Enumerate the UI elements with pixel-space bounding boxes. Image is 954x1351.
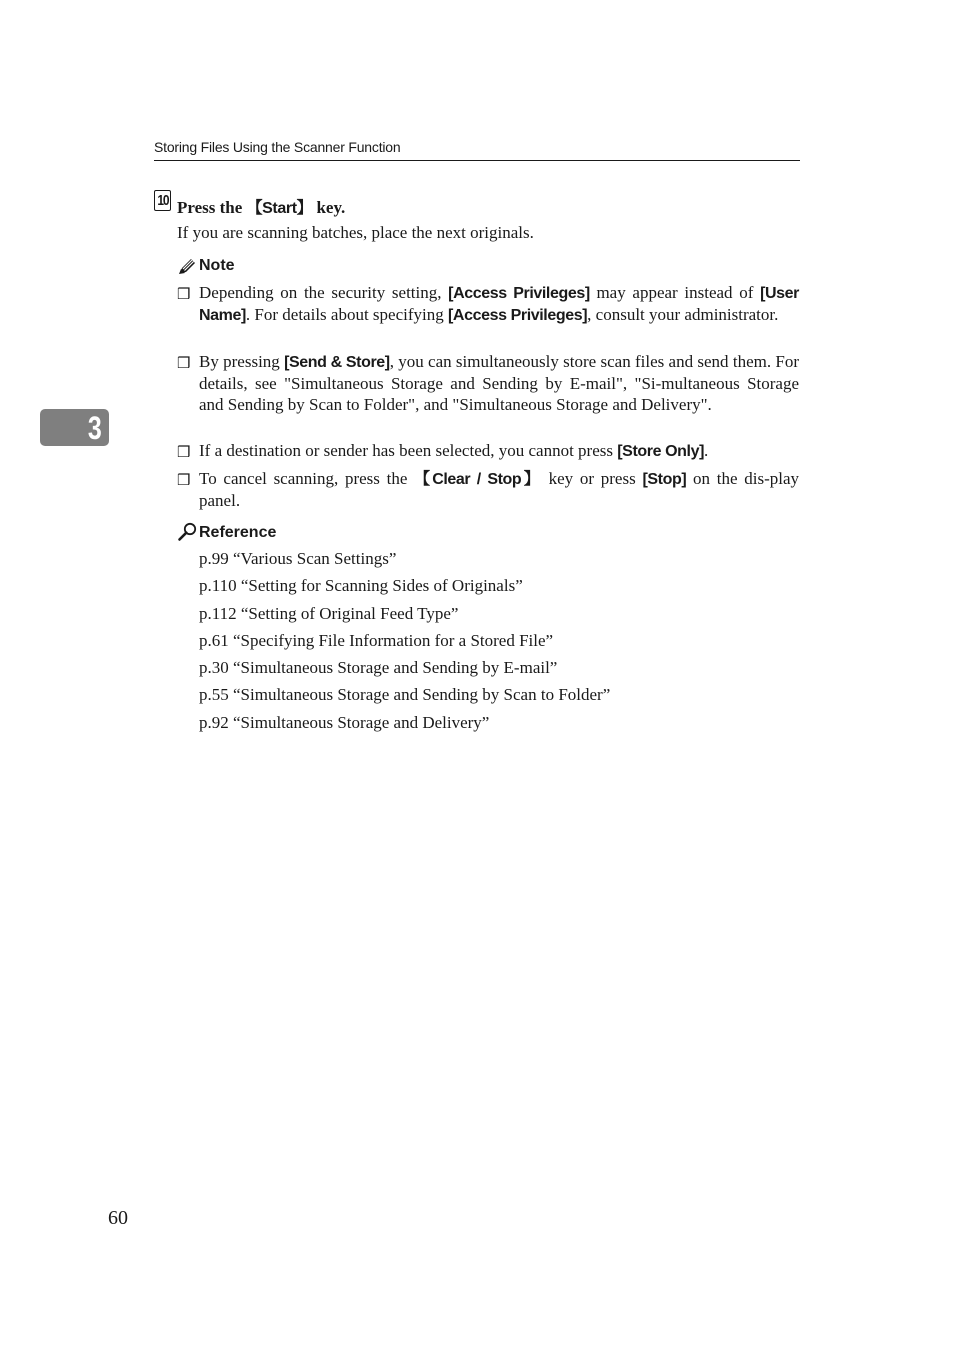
reference-link[interactable]: p.61 “Specifying File Information for a Stored File”: [199, 630, 554, 650]
chapter-tab: [40, 409, 109, 446]
note-label: Note: [199, 257, 235, 274]
step-number: 10: [157, 192, 168, 209]
reference-link[interactable]: p.99 “Various Scan Settings”: [199, 549, 397, 568]
pencil-icon: [177, 257, 197, 275]
header-title: Storing Files Using the Scanner Function: [154, 139, 401, 155]
reference-label: Reference: [199, 524, 277, 541]
note-item: ❒ To cancel scanning, press the 【Clear / Stop】 key or press [Stop] on the dis-play panel.: [177, 469, 799, 510]
reference-link[interactable]: p.55 “Simultaneous Storage and Sending by Scan to Folder”: [199, 685, 611, 705]
reference-link[interactable]: p.112 “Setting of Original Feed Type”: [199, 603, 459, 623]
running-header: [154, 139, 800, 161]
reference-link[interactable]: p.92 “Simultaneous Storage and Delivery”: [199, 712, 490, 732]
chapter-number: 3: [88, 410, 102, 446]
step-description: If you are scanning batches, place the next originals.: [177, 223, 534, 242]
start-key-label: 【Start】: [246, 200, 313, 217]
reference-list: [199, 548, 610, 739]
note-item: ❒ Depending on the security setting, [Access Privileges] may appear instead of [User Name]. For details about specifying [Access Privileges], consult your administrator.: [177, 283, 799, 324]
reference-heading: [177, 522, 276, 542]
reference-link[interactable]: p.110 “Setting for Scanning Sides of Originals”: [199, 576, 523, 596]
step-number-icon: [154, 190, 171, 211]
checkbox-bullet-icon: ❒: [177, 287, 191, 303]
page-number: 60: [108, 1207, 128, 1229]
checkbox-bullet-icon: ❒: [177, 445, 191, 461]
note-heading: [177, 257, 235, 275]
step-title: Press the 【Start】 key.: [177, 198, 346, 217]
checkbox-bullet-icon: ❒: [177, 473, 191, 489]
reference-link[interactable]: p.30 “Simultaneous Storage and Sending by E-mail”: [199, 658, 558, 678]
checkbox-bullet-icon: ❒: [177, 356, 191, 372]
note-item: ❒ If a destination or sender has been selected, you cannot press [Store Only].: [177, 441, 799, 463]
note-item: ❒ By pressing [Send & Store], you can simultaneously store scan files and send them. For details, see "Simultaneous Storage and Sending by E-mail", "Si-multaneous Storage and Sending by Scan to Folder", and "Simultaneous Storage and Delivery".: [177, 352, 799, 414]
magnifier-icon: [177, 522, 197, 542]
